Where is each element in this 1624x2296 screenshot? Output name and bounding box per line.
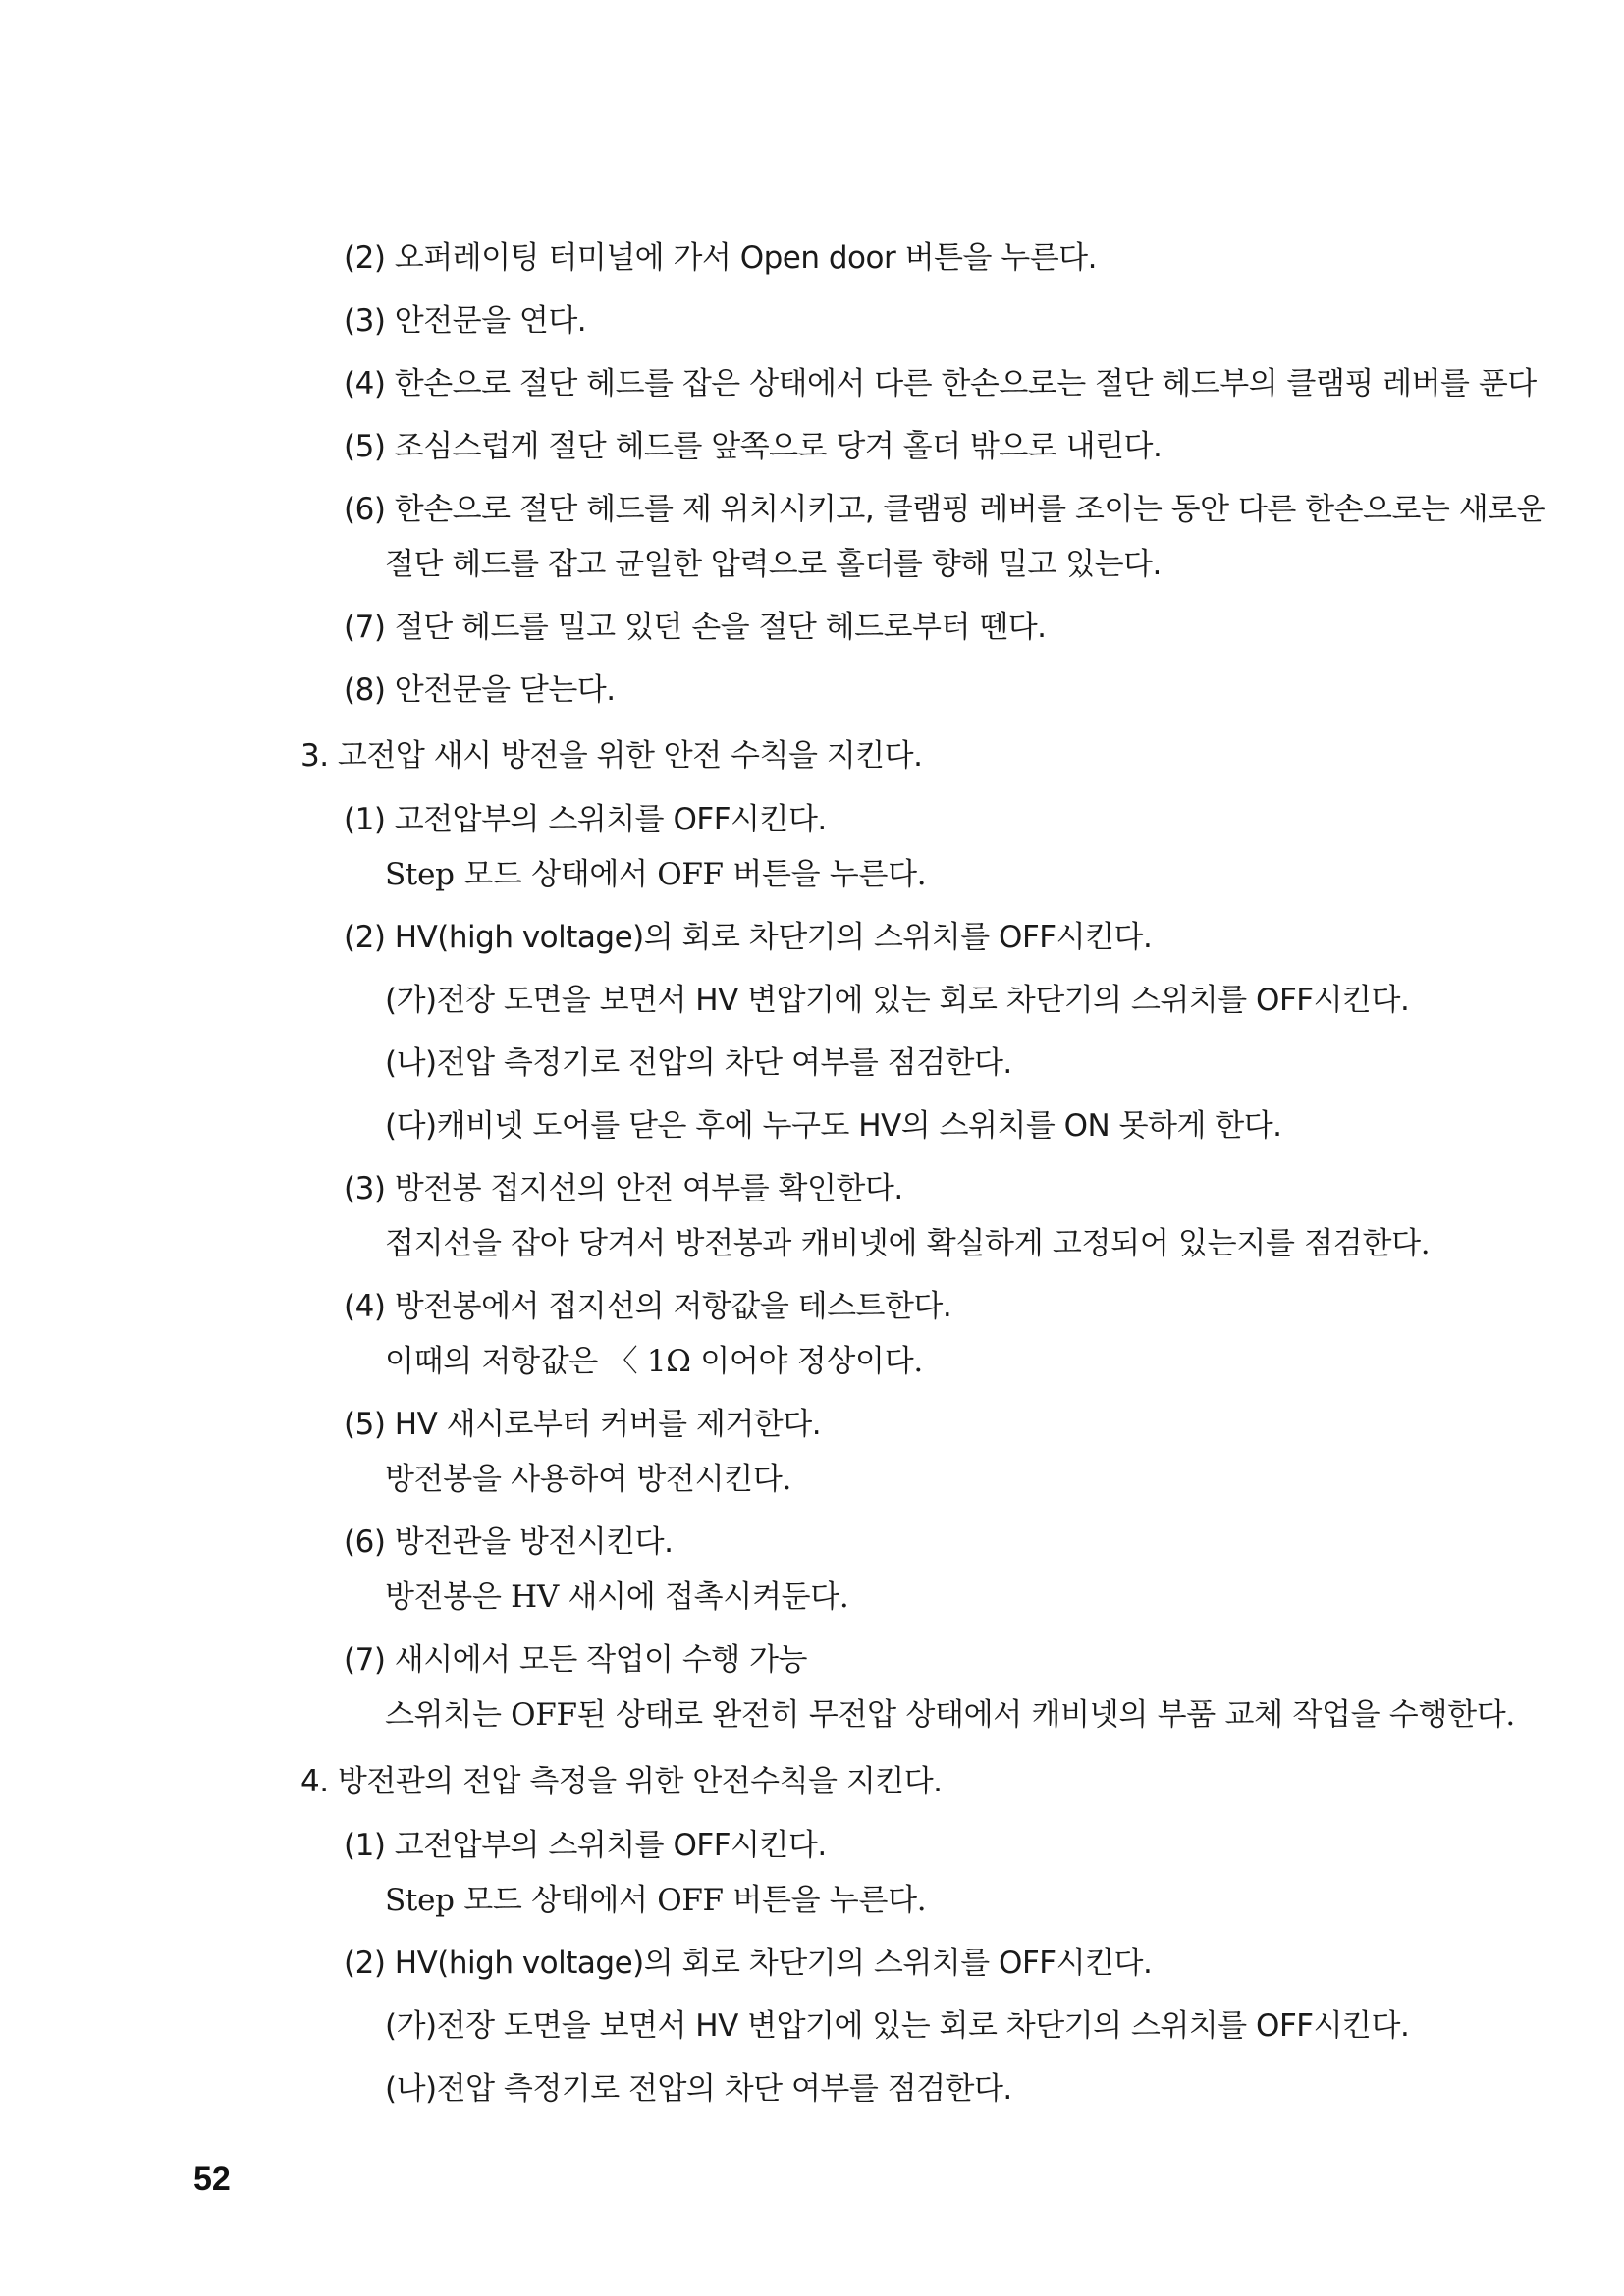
page-number: 52 — [193, 2161, 231, 2198]
section-4-heading: 4. 방전관의 전압 측정을 위한 안전수칙을 지킨다. — [300, 1764, 943, 1799]
s3-step-3: (3) 방전봉 접지선의 안전 여부를 확인한다. — [344, 1171, 903, 1206]
s3-step-1-note: Step 모드 상태에서 OFF 버튼을 누른다. — [385, 857, 927, 892]
step-4-release-clamp: (4) 한손으로 절단 헤드를 잡은 상태에서 다른 한손으로는 절단 헤드부의 클램핑 레버를 푼다 — [344, 366, 1537, 401]
s3-step-6: (6) 방전관을 방전시킨다. — [344, 1524, 674, 1560]
step-3-open-safety-door: (3) 안전문을 연다. — [344, 303, 587, 339]
step-8-close-safety-door: (8) 안전문을 닫는다. — [344, 672, 616, 708]
s4-step-1: (1) 고전압부의 스위치를 OFF시킨다. — [344, 1828, 827, 1863]
s3-step-2-da: (다)캐비넷 도어를 닫은 후에 누구도 HV의 스위치를 ON 못하게 한다. — [385, 1108, 1282, 1144]
step-5-lower-head: (5) 조심스럽게 절단 헤드를 앞쪽으로 당겨 홀더 밖으로 내린다. — [344, 429, 1163, 464]
section-3-heading: 3. 고전압 새시 방전을 위한 안전 수칙을 지킨다. — [300, 738, 923, 774]
s3-step-7: (7) 새시에서 모든 작업이 수행 가능 — [344, 1642, 807, 1678]
s3-step-2-na: (나)전압 측정기로 전압의 차단 여부를 점검한다. — [385, 1045, 1012, 1081]
s3-step-5: (5) HV 새시로부터 커버를 제거한다. — [344, 1407, 822, 1442]
s4-step-1-note: Step 모드 상태에서 OFF 버튼을 누른다. — [385, 1883, 927, 1918]
s3-step-2-ga: (가)전장 도면을 보면서 HV 변압기에 있는 회로 차단기의 스위치를 OFF시킨다. — [385, 983, 1410, 1018]
s3-step-1: (1) 고전압부의 스위치를 OFF시킨다. — [344, 802, 827, 837]
step-2-open-door: (2) 오퍼레이팅 터미널에 가서 Open door 버튼을 누른다. — [344, 240, 1097, 276]
step-7-release-hand: (7) 절단 헤드를 밀고 있던 손을 절단 헤드로부터 뗀다. — [344, 610, 1047, 645]
s3-step-4-note: 이때의 저항값은 〈 1Ω 이어야 정상이다. — [385, 1344, 923, 1379]
s4-step-2: (2) HV(high voltage)의 회로 차단기의 스위치를 OFF시킨다. — [344, 1946, 1153, 1981]
s3-step-7-note: 스위치는 OFF된 상태로 완전히 무전압 상태에서 캐비넷의 부품 교체 작업을 수행한다. — [385, 1697, 1515, 1733]
s3-step-4: (4) 방전봉에서 접지선의 저항값을 테스트한다. — [344, 1289, 952, 1324]
s4-step-2-na: (나)전압 측정기로 전압의 차단 여부를 점검한다. — [385, 2071, 1012, 2107]
s3-step-2: (2) HV(high voltage)의 회로 차단기의 스위치를 OFF시킨다. — [344, 920, 1153, 955]
s4-step-2-ga: (가)전장 도면을 보면서 HV 변압기에 있는 회로 차단기의 스위치를 OFF시킨다. — [385, 2008, 1410, 2044]
step-6-position-head: (6) 한손으로 절단 헤드를 제 위치시키고, 클램핑 레버를 조이는 동안 다른 한손으로는 새로운 — [344, 492, 1546, 527]
s3-step-5-note: 방전봉을 사용하여 방전시킨다. — [385, 1462, 792, 1497]
s3-step-6-note: 방전봉은 HV 새시에 접촉시켜둔다. — [385, 1579, 849, 1615]
s3-step-3-note: 접지선을 잡아 당겨서 방전봉과 캐비넷에 확실하게 고정되어 있는지를 점검한다. — [385, 1226, 1431, 1261]
step-6-continuation: 절단 헤드를 잡고 균일한 압력으로 홀더를 향해 밀고 있는다. — [385, 547, 1162, 582]
